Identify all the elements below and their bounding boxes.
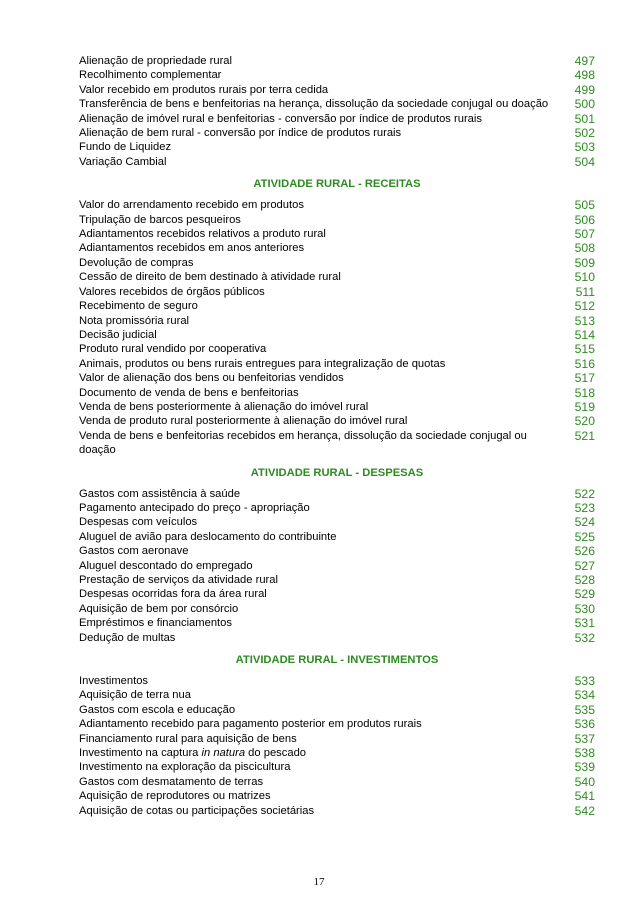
index-entry [79,285,595,299]
entry-title: Investimentos [79,675,149,688]
entry-page-number: 527 [574,558,595,573]
entry-page-number: 540 [574,774,595,789]
entry-title: Tripulação de barcos pesqueiros [79,213,241,226]
entry-page-number: 542 [574,803,595,818]
entry-title: Recolhimento complementar [79,69,222,82]
entry-title: Venda de produto rural posteriormente à alienação do imóvel rural [79,415,408,428]
entry-page-number: 521 [574,428,595,443]
entry-page-number: 532 [574,630,595,645]
entry-title-part: Investimento na captura [79,747,202,760]
entry-title: Adiantamentos recebidos em anos anteriores [79,242,305,255]
index-entry [79,760,595,774]
index-entry [79,227,595,241]
index-entry [79,717,595,731]
entry-page-number: 523 [574,500,595,515]
entry-title: Gastos com assistência à saúde [79,487,241,500]
entry-page-number: 533 [574,674,595,689]
entry-page-number: 504 [574,154,595,169]
entry-title: Aluguel de avião para deslocamento do contribuinte [79,530,337,543]
section-heading-investimentos: ATIVIDADE RURAL - INVESTIMENTOS [235,654,439,667]
despesas-list [79,487,595,645]
entry-title-part: do pescado [245,747,307,760]
entry-page-number: 498 [574,68,595,83]
entry-title: Valor do arrendamento recebido em produtos [79,199,304,212]
investimentos-list [79,674,595,818]
index-entry [79,270,595,284]
index-entry [79,68,595,82]
index-entry [79,530,595,544]
entry-title: Dedução de multas [79,631,176,644]
entry-title: Variação Cambial [79,155,167,168]
index-entry [79,126,595,140]
entry-title: Fundo de Liquidez [79,141,172,154]
index-entry [79,112,595,126]
index-entry [79,328,595,342]
index-entry [79,515,595,529]
entry-page-number: 508 [574,241,595,256]
entry-title: Cessão de direito de bem destinado à atividade rural [79,271,341,284]
index-entry [79,140,595,154]
entry-page-number: 522 [574,486,595,501]
entry-title: Documento de venda de bens e benfeitorias [79,386,299,399]
index-entry [79,314,595,328]
entry-page-number: 497 [574,54,595,68]
entry-page-number: 507 [574,227,595,242]
entry-page-number: 514 [574,327,595,342]
index-entry [79,703,595,717]
entry-page-number: 509 [574,255,595,270]
entry-title: Despesas ocorridas fora da área rural [79,588,267,601]
entry-title: Recebimento de seguro [79,300,198,313]
index-entry [79,789,595,803]
index-entry [79,342,595,356]
entry-title: Adiantamentos recebidos relativos a produto rural [79,228,326,241]
entry-page-number: 506 [574,212,595,227]
entry-page-number: 502 [574,126,595,141]
index-entry [79,587,595,601]
index-entry [79,256,595,270]
entry-title: Valor recebido em produtos rurais por terra cedida [79,83,329,96]
entry-page-number: 512 [574,299,595,314]
entry-page-number: 505 [574,198,595,213]
index-entry [79,213,595,227]
entry-title: Nota promissória rural [79,314,190,327]
entry-title: Produto rural vendido por cooperativa [79,343,267,356]
entry-title: Valores recebidos de órgãos públicos [79,285,265,298]
index-entry [79,746,595,760]
index-entry [79,544,595,558]
entry-title: Transferência de bens e benfeitorias na herança, dissolução da sociedade conjugal ou doação [79,98,549,111]
entry-title: Empréstimos e financiamentos [79,617,232,630]
index-entry [79,83,595,97]
index-entry [79,241,595,255]
entry-page-number: 524 [574,515,595,530]
entry-title: Investimento na exploração da piscicultura [79,761,291,774]
entry-page-number: 537 [574,731,595,746]
intro-list [79,54,595,169]
index-entry [79,602,595,616]
index-entry [79,198,595,212]
entry-page-number: 501 [574,111,595,126]
index-entry [79,616,595,630]
entry-page-number: 517 [574,371,595,386]
index-entry [79,775,595,789]
entry-title: Alienação de propriedade rural [79,55,232,67]
entry-page-number: 515 [574,342,595,357]
entry-title: Venda de bens posteriormente à alienação do imóvel rural [79,400,369,413]
entry-title: Aquisição de terra nua [79,689,191,702]
index-entry [79,299,595,313]
index-entry [79,400,595,414]
entry-title: Animais, produtos ou bens rurais entregues para integralização de quotas [79,357,446,370]
entry-title: Decisão judicial [79,328,157,341]
entry-title: Alienação de imóvel rural e benfeitorias - conversão por índice de produtos rurais [79,112,482,125]
index-entry [79,688,595,702]
entry-page-number: 526 [574,544,595,559]
index-entry [79,487,595,501]
entry-title: Aquisição de reprodutores ou matrizes [79,790,271,803]
entry-title [79,746,567,760]
entry-page-number: 516 [574,356,595,371]
section-heading-receitas: ATIVIDADE RURAL - RECEITAS [253,178,421,191]
entry-title: Venda de bens e benfeitorias recebidos em herança, dissolução da sociedade conjugal ou doação [79,429,527,457]
entry-page-number: 536 [574,717,595,732]
entry-title: Aquisição de bem por consórcio [79,602,239,615]
page-number: 17 [313,876,325,888]
entry-page-number: 520 [574,414,595,429]
entry-title: Aquisição de cotas ou participações societárias [79,804,315,817]
entry-title: Devolução de compras [79,256,194,269]
index-entry [79,414,595,428]
entry-page-number: 530 [574,601,595,616]
entry-page-number: 538 [574,746,595,761]
entry-page-number: 503 [574,140,595,155]
index-entry [79,631,595,645]
index-entry [79,357,595,371]
entry-title: Gastos com aeronave [79,545,189,558]
entry-page-number: 535 [574,702,595,717]
index-entry [79,386,595,400]
entry-title: Gastos com escola e educação [79,703,236,716]
entry-title: Gastos com desmatamento de terras [79,775,264,788]
index-entry [79,804,595,818]
section-heading-despesas: ATIVIDADE RURAL - DESPESAS [250,466,424,479]
entry-page-number: 519 [574,399,595,414]
entry-title-italic: in natura [201,747,246,760]
entry-title: Despesas com veículos [79,516,198,529]
entry-page-number: 528 [574,573,595,587]
entry-page-number: 510 [574,270,595,285]
entry-page-number: 518 [574,385,595,400]
entry-title: Adiantamento recebido para pagamento posterior em produtos rurais [79,718,422,731]
index-entry [79,732,595,746]
index-entry [79,501,595,515]
index-entry [79,54,595,68]
index-entry [79,97,595,111]
entry-page-number: 539 [574,760,595,775]
receitas-list [79,198,595,457]
entry-page-number: 513 [574,313,595,328]
entry-title: Aluguel descontado do empregado [79,559,253,572]
index-entry [79,559,595,573]
index-entry [79,573,595,587]
entry-page-number: 500 [574,97,595,112]
entry-title: Financiamento rural para aquisição de bens [79,732,297,745]
entry-page-number: 525 [574,529,595,544]
index-entry [79,371,595,385]
entry-page-number: 499 [574,82,595,97]
entry-page-number: 531 [574,616,595,631]
entry-page-number: 541 [574,789,595,804]
index-entry [79,155,595,169]
entry-page-number: 529 [574,587,595,602]
entry-page-number: 534 [574,688,595,703]
entry-title: Pagamento antecipado do preço - apropriação [79,501,310,514]
index-entry [79,429,595,458]
entry-title: Prestação de serviços da atividade rural [79,574,278,586]
entry-page-number: 511 [575,284,595,299]
index-page [79,54,595,818]
entry-title: Valor de alienação dos bens ou benfeitorias vendidos [79,372,344,385]
index-entry [79,674,595,688]
entry-title: Alienação de bem rural - conversão por índice de produtos rurais [79,127,402,140]
